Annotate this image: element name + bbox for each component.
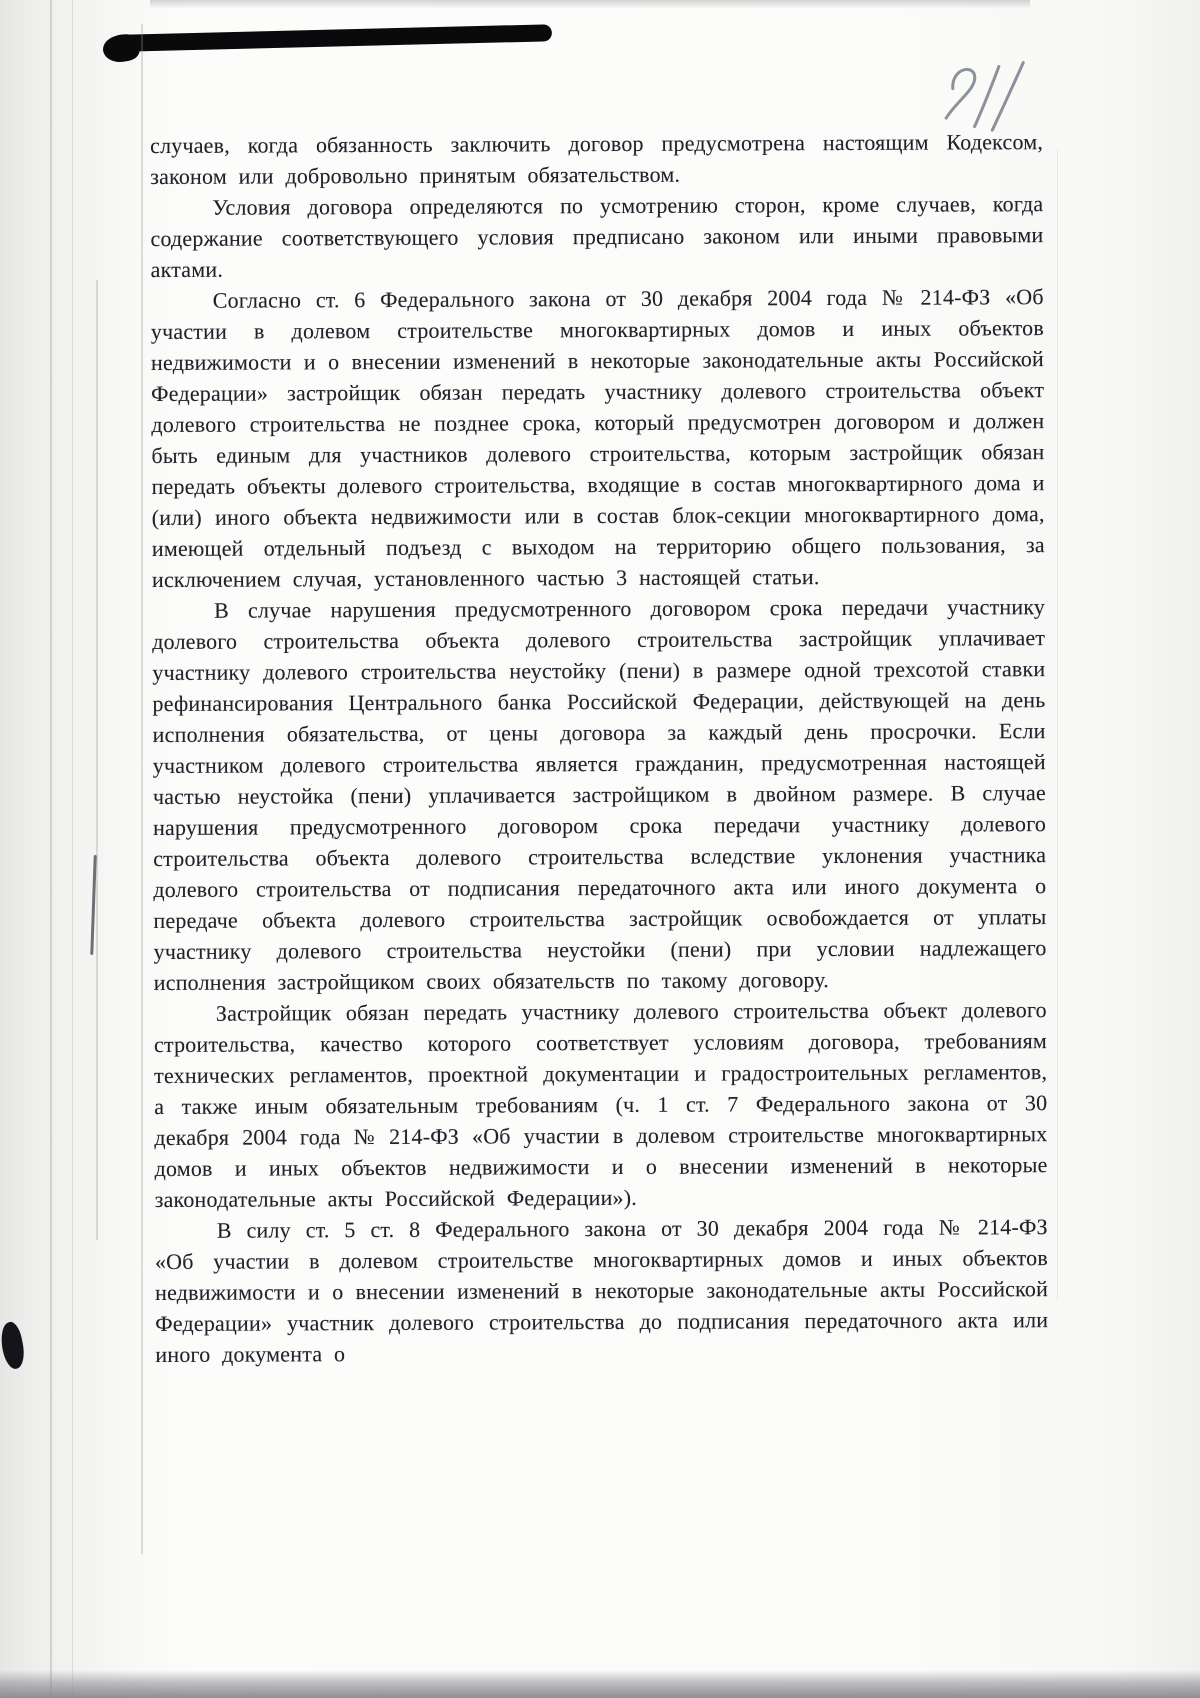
- paragraph: Условия договора определяются по усмотрению сторон, кроме случаев, когда содержание соответствующего условия предписано законом или иными правовыми актами.: [150, 191, 1044, 282]
- paragraph: случаев, когда обязанность заключить договор предусмотрена настоящим Кодексом, законом или добровольно принятым обязательством.: [150, 129, 1044, 189]
- scan-black-edge-artifact: [112, 24, 552, 52]
- paragraph: В случае нарушения предусмотренного договором срока передачи участнику долевого строительства объекта долевого строительства застройщик уплачивает участнику долевого строительства неустойку (пени) в размере одной трехсотой ставки рефинансирования Центрального банка Российской Федерации, действующей на день исполнения обязательства, от цены договора за каждый день просрочки. Если участником долевого строительства является гражданин, предусмотренная настоящей частью неустойка (пени) уплачивается застройщиком в двойном размере. В случае нарушения предусмотренного договором срока передачи участнику долевого строительства объекта долевого строительства вследствие уклонения участника долевого строительства от подписания передаточного акта или иного документа о передаче объекта долевого строительства застройщик освобождается от уплаты участнику долевого строительства неустойки (пени) при условии надлежащего исполнения застройщиком своих обязательств по такому договору.: [152, 594, 1047, 995]
- scan-bottom-edge: [0, 1670, 1200, 1698]
- document-body: [150, 126, 1048, 1370]
- margin-pen-mark: [90, 855, 96, 955]
- paragraph: В силу ст. 5 ст. 8 Федерального закона от 30 декабря 2004 года № 214-ФЗ «Об участии в долевом строительстве многоквартирных домов и иных объектов недвижимости и о внесении изменений в некоторые законодательные акты Российской Федерации» участник долевого строительства до подписания передаточного акта или иного документа о: [154, 1214, 1049, 1367]
- paper-fold-line: [1057, 150, 1058, 1300]
- paper-edge-line: [50, 0, 52, 1698]
- paragraph: Застройщик обязан передать участнику долевого строительства объект долевого строительства, качество которого соответствует условиям договора, требованиям технических регламентов, проектной документации и градостроительных регламентов, а также иным обязательным требованиям (ч. 1 ст. 7 Федерального закона от 30 декабря 2004 года № 214-ФЗ «Об участии в долевом строительстве многоквартирных домов и иных объектов недвижимости и о внесении изменений в некоторые законодательные акты Российской Федерации»).: [153, 997, 1048, 1212]
- scan-black-edge-corner: [101, 32, 141, 65]
- paper-edge-line: [141, 24, 143, 1554]
- scan-top-edge-smudge: [150, 0, 1030, 9]
- paper-edge-line: [72, 0, 73, 1698]
- paragraph: Согласно ст. 6 Федерального закона от 30 декабря 2004 года № 214-ФЗ «Об участии в долевом строительстве многоквартирных домов и иных объектов недвижимости и о внесении изменений в некоторые законодательные акты Российской Федерации» застройщик обязан передать участнику долевого строительства объект долевого строительства не позднее срока, который предусмотрен договором и должен быть единым для участников долевого строительства, которым застройщик обязан передать объекты долевого строительства, входящие в состав многоквартирного дома и (или) иного объекта недвижимости или в состав блок-секции многоквартирного дома, имеющей отдельный подъезд с выходом на территорию общего пользования, за исключением случая, установленного частью 3 настоящей статьи.: [150, 284, 1045, 592]
- ink-blob-artifact: [0, 1320, 28, 1370]
- paper-edge-line: [96, 280, 98, 1240]
